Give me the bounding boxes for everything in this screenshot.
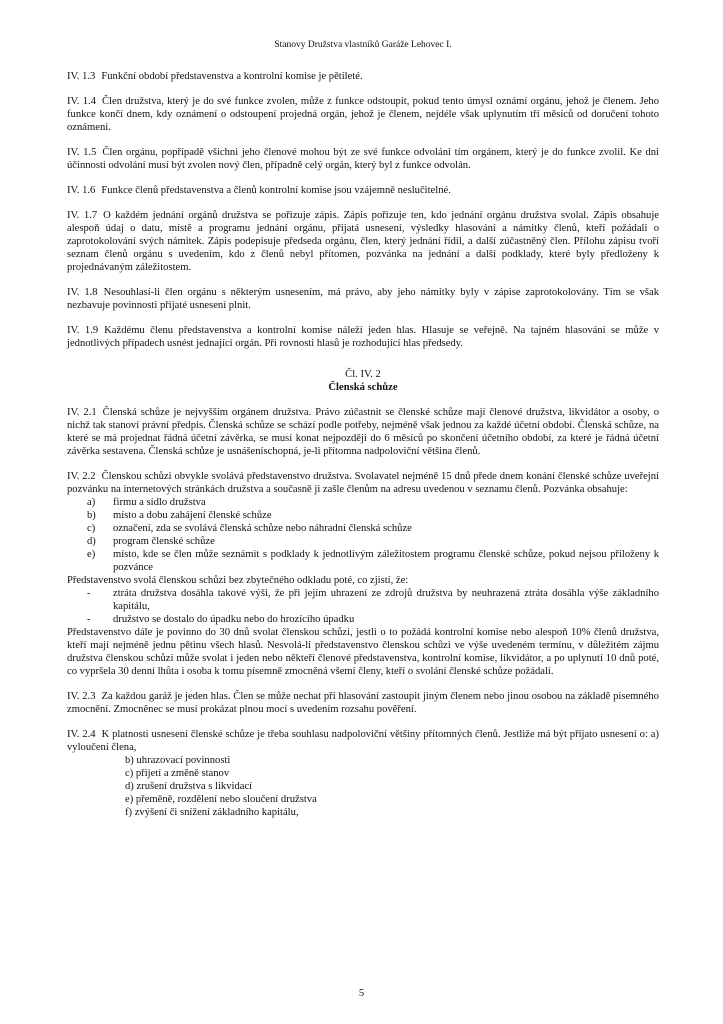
paragraph-number: IV. 2.2 xyxy=(67,471,96,482)
paragraph xyxy=(67,324,659,350)
list-item-text: místo a dobu zahájení členské schůze xyxy=(113,510,272,521)
list-item xyxy=(67,509,659,522)
list-marker: e) xyxy=(87,549,96,560)
section-heading xyxy=(67,368,659,394)
paragraph-text: Za každou garáž je jeden hlas. Člen se může nechat při hlasování zastoupit jiným členem nebo jinou osobou na základě písemného zmocnění. Zmocněnec se musí prokázat plnou mocí s uvedením rozsahu pověření. xyxy=(67,691,659,715)
list-item-text: místo, kde se člen může seznámit s podklady k jednotlivým záležitostem programu členské schůze, pokud nejsou přiloženy k pozvánce xyxy=(113,549,659,573)
list-item: f) zvýšení či snížení základního kapitálu, xyxy=(125,807,299,818)
list-item-text: program členské schůze xyxy=(113,536,215,547)
list-marker: - xyxy=(87,588,91,599)
paragraph-text: K platnosti usnesení členské schůze je třeba souhlasu nadpoloviční většiny přítomných členů. Jestliže má být přijato usnesení o: a) vyloučení člena, xyxy=(67,729,659,753)
list-marker: d) xyxy=(87,536,96,547)
conditions-list xyxy=(67,587,659,626)
list-item: c) přijetí a změně stanov xyxy=(125,768,230,779)
section-title: Členská schůze xyxy=(328,382,398,393)
paragraph-text: Člen družstva, který je do své funkce zvolen, může z funkce odstoupit, pokud tento úmysl oznámí orgánu, jehož je členem. Jeho funkce končí dnem, kdy oznámení o odstoupení projedná orgán, jehož je členem, nejdéle však uplynutím tří měsíců od doručení tohoto oznámení. xyxy=(67,96,659,133)
list-marker: a) xyxy=(87,497,96,508)
paragraph-iv-2-3 xyxy=(67,690,659,716)
paragraph-number: IV. 2.1 xyxy=(67,407,97,418)
list-marker: - xyxy=(87,614,91,625)
paragraph xyxy=(67,146,659,172)
page-header: Stanovy Družstva vlastníků Garáže Lehovec I. xyxy=(274,40,452,50)
paragraph-text: Každému členu představenstva a kontrolní komise náleží jeden hlas. Hlasuje se veřejně. Na tajném hlasování se může v jednotlivých případech usnést jednající orgán. Při rovnosti hlasů je rozhodující hlas předsedy. xyxy=(67,325,659,349)
paragraph-number: IV. 1.5 xyxy=(67,147,97,158)
paragraph-text: O každém jednání orgánů družstva se pořizuje zápis. Zápis pořizuje ten, kdo jednání orgánu družstva svolal. Zápis obsahuje alespoň údaj o datu, místě a programu jednání orgánu, přijatá usnesení, výsledky hlasování a námitky členů, kteří požádali o zaprotokolování svých námitek. Zápis podepisuje předseda orgánu, člen, který jednání řídil, a další zúčastněný člen. Přílohu zápisu tvoří seznam členů orgánu s uvedením, kdo z členů nebyl přítomen, pozvánka na jednání a další podklady, které byly předloženy k projednávaným záležitostem. xyxy=(67,210,659,273)
list-item xyxy=(67,548,659,574)
list-item: b) uhrazovací povinnosti xyxy=(125,755,231,766)
paragraph-iv-2-2 xyxy=(67,470,659,678)
paragraph xyxy=(67,209,659,274)
paragraph-text: Funkční období představenstva a kontrolní komise je pětileté. xyxy=(101,71,363,82)
list-item xyxy=(67,522,659,535)
paragraph xyxy=(67,70,659,83)
paragraph-number: IV. 1.7 xyxy=(67,210,98,221)
paragraph xyxy=(67,95,659,134)
list-item: e) přeměně, rozdělení nebo sloučení družstva xyxy=(125,794,317,805)
list-item xyxy=(67,535,659,548)
paragraph-number: IV. 1.8 xyxy=(67,287,98,298)
list-marker: b) xyxy=(87,510,96,521)
list-item-text: družstvo se dostalo do úpadku nebo do hrozícího úpadku xyxy=(113,614,355,625)
paragraph xyxy=(67,286,659,312)
paragraph-number: IV. 2.3 xyxy=(67,691,96,702)
paragraph xyxy=(67,184,659,197)
page-number: 5 xyxy=(358,988,365,999)
paragraph-number: IV. 1.4 xyxy=(67,96,97,107)
paragraph-iv-2-1 xyxy=(67,406,659,458)
paragraph-text: Představenstvo dále je povinno do 30 dnů svolat členskou schůzi, jestli o to požádá kontrolní komise nebo alespoň 10% členů družstva, kteří mají nejméně jednu pětinu všech hlasů. Nesvolá-li představenstvo členskou schůzi ve výše uvedeném termínu, v důležitém zájmu družstva členskou schůzi může svolat i jeden nebo někteří členové představenstva, kontrolní komise, likvidátor, a po uplynutí 10 dnů poté, co vypršela 30 denní lhůta i osoba k tomu písemně zmocněná všemi členy, kteří o svolání členské schůze požádali. xyxy=(67,627,659,677)
list-item xyxy=(67,496,659,509)
paragraph-number: IV. 2.4 xyxy=(67,729,96,740)
invitation-contents-list xyxy=(67,496,659,574)
resolution-list xyxy=(67,754,659,819)
paragraph-number: IV. 1.3 xyxy=(67,71,96,82)
list-item: d) zrušení družstva s likvidací xyxy=(125,781,253,792)
list-item xyxy=(67,587,659,613)
paragraph-text: Člen orgánu, popřípadě všichni jeho členové mohou být ze své funkce odvoláni tím orgánem, který je do funkce zvolil. Ke dni účinnosti odvolání musí být zvolen nový člen, případně celý orgán, který byl z funkce odvolán. xyxy=(67,147,659,171)
list-item-text: firmu a sídlo družstva xyxy=(113,497,206,508)
paragraph-text: Nesouhlasí-li člen orgánu s některým usnesením, má právo, aby jeho námitky byly v zápise zaprotokolovány. Tím se však nezbavuje povinnosti přijaté usnesení plnit. xyxy=(67,287,659,311)
list-item xyxy=(67,613,659,626)
section-iv-1-paragraphs xyxy=(67,70,659,350)
paragraph-text: Členskou schůzi obvykle svolává představenstvo družstva. Svolavatel nejméně 15 dnů přede dnem konání členské schůze uveřejní pozvánku na internetových stránkách družstva a současně ji zašle členům na adresu uvedenou v seznamu členů. Pozvánka obsahuje: xyxy=(67,471,659,495)
paragraph-text: Představenstvo svolá členskou schůzi bez zbytečného odkladu poté, co zjistí, že: xyxy=(67,575,409,586)
section-number: Čl. IV. 2 xyxy=(345,369,381,380)
document-page xyxy=(67,40,659,819)
paragraph-text: Funkce členů představenstva a členů kontrolní komise jsou vzájemně neslučitelné. xyxy=(101,185,451,196)
paragraph-number: IV. 1.6 xyxy=(67,185,96,196)
paragraph-number: IV. 1.9 xyxy=(67,325,99,336)
paragraph-iv-2-4 xyxy=(67,728,659,819)
paragraph-text: Členská schůze je nejvyšším orgánem družstva. Právo zúčastnit se členské schůze mají členové družstva, likvidátor a osoby, o nichž tak stanoví právní předpis. Členská schůze se schází podle potřeby, nejméně však jednou za každé účetní období. Členská schůze, na které se má projednat řádná účetní závěrka, se musí konat nejpozději do 6 měsíců po skončení účetního období, za které je řádná účetní závěrka sestavena. Členská schůze je usnášeníschopná, je-li přítomna nadpoloviční většina členů. xyxy=(67,407,659,457)
list-item-text: ztráta družstva dosáhla takové výši, že při jejím uhrazení ze zdrojů družstva by neuhrazená ztráta dosáhla výše základního kapitálu, xyxy=(113,588,659,612)
list-marker: c) xyxy=(87,523,96,534)
list-item-text: označení, zda se svolává členská schůze nebo náhradní členská schůze xyxy=(113,523,412,534)
